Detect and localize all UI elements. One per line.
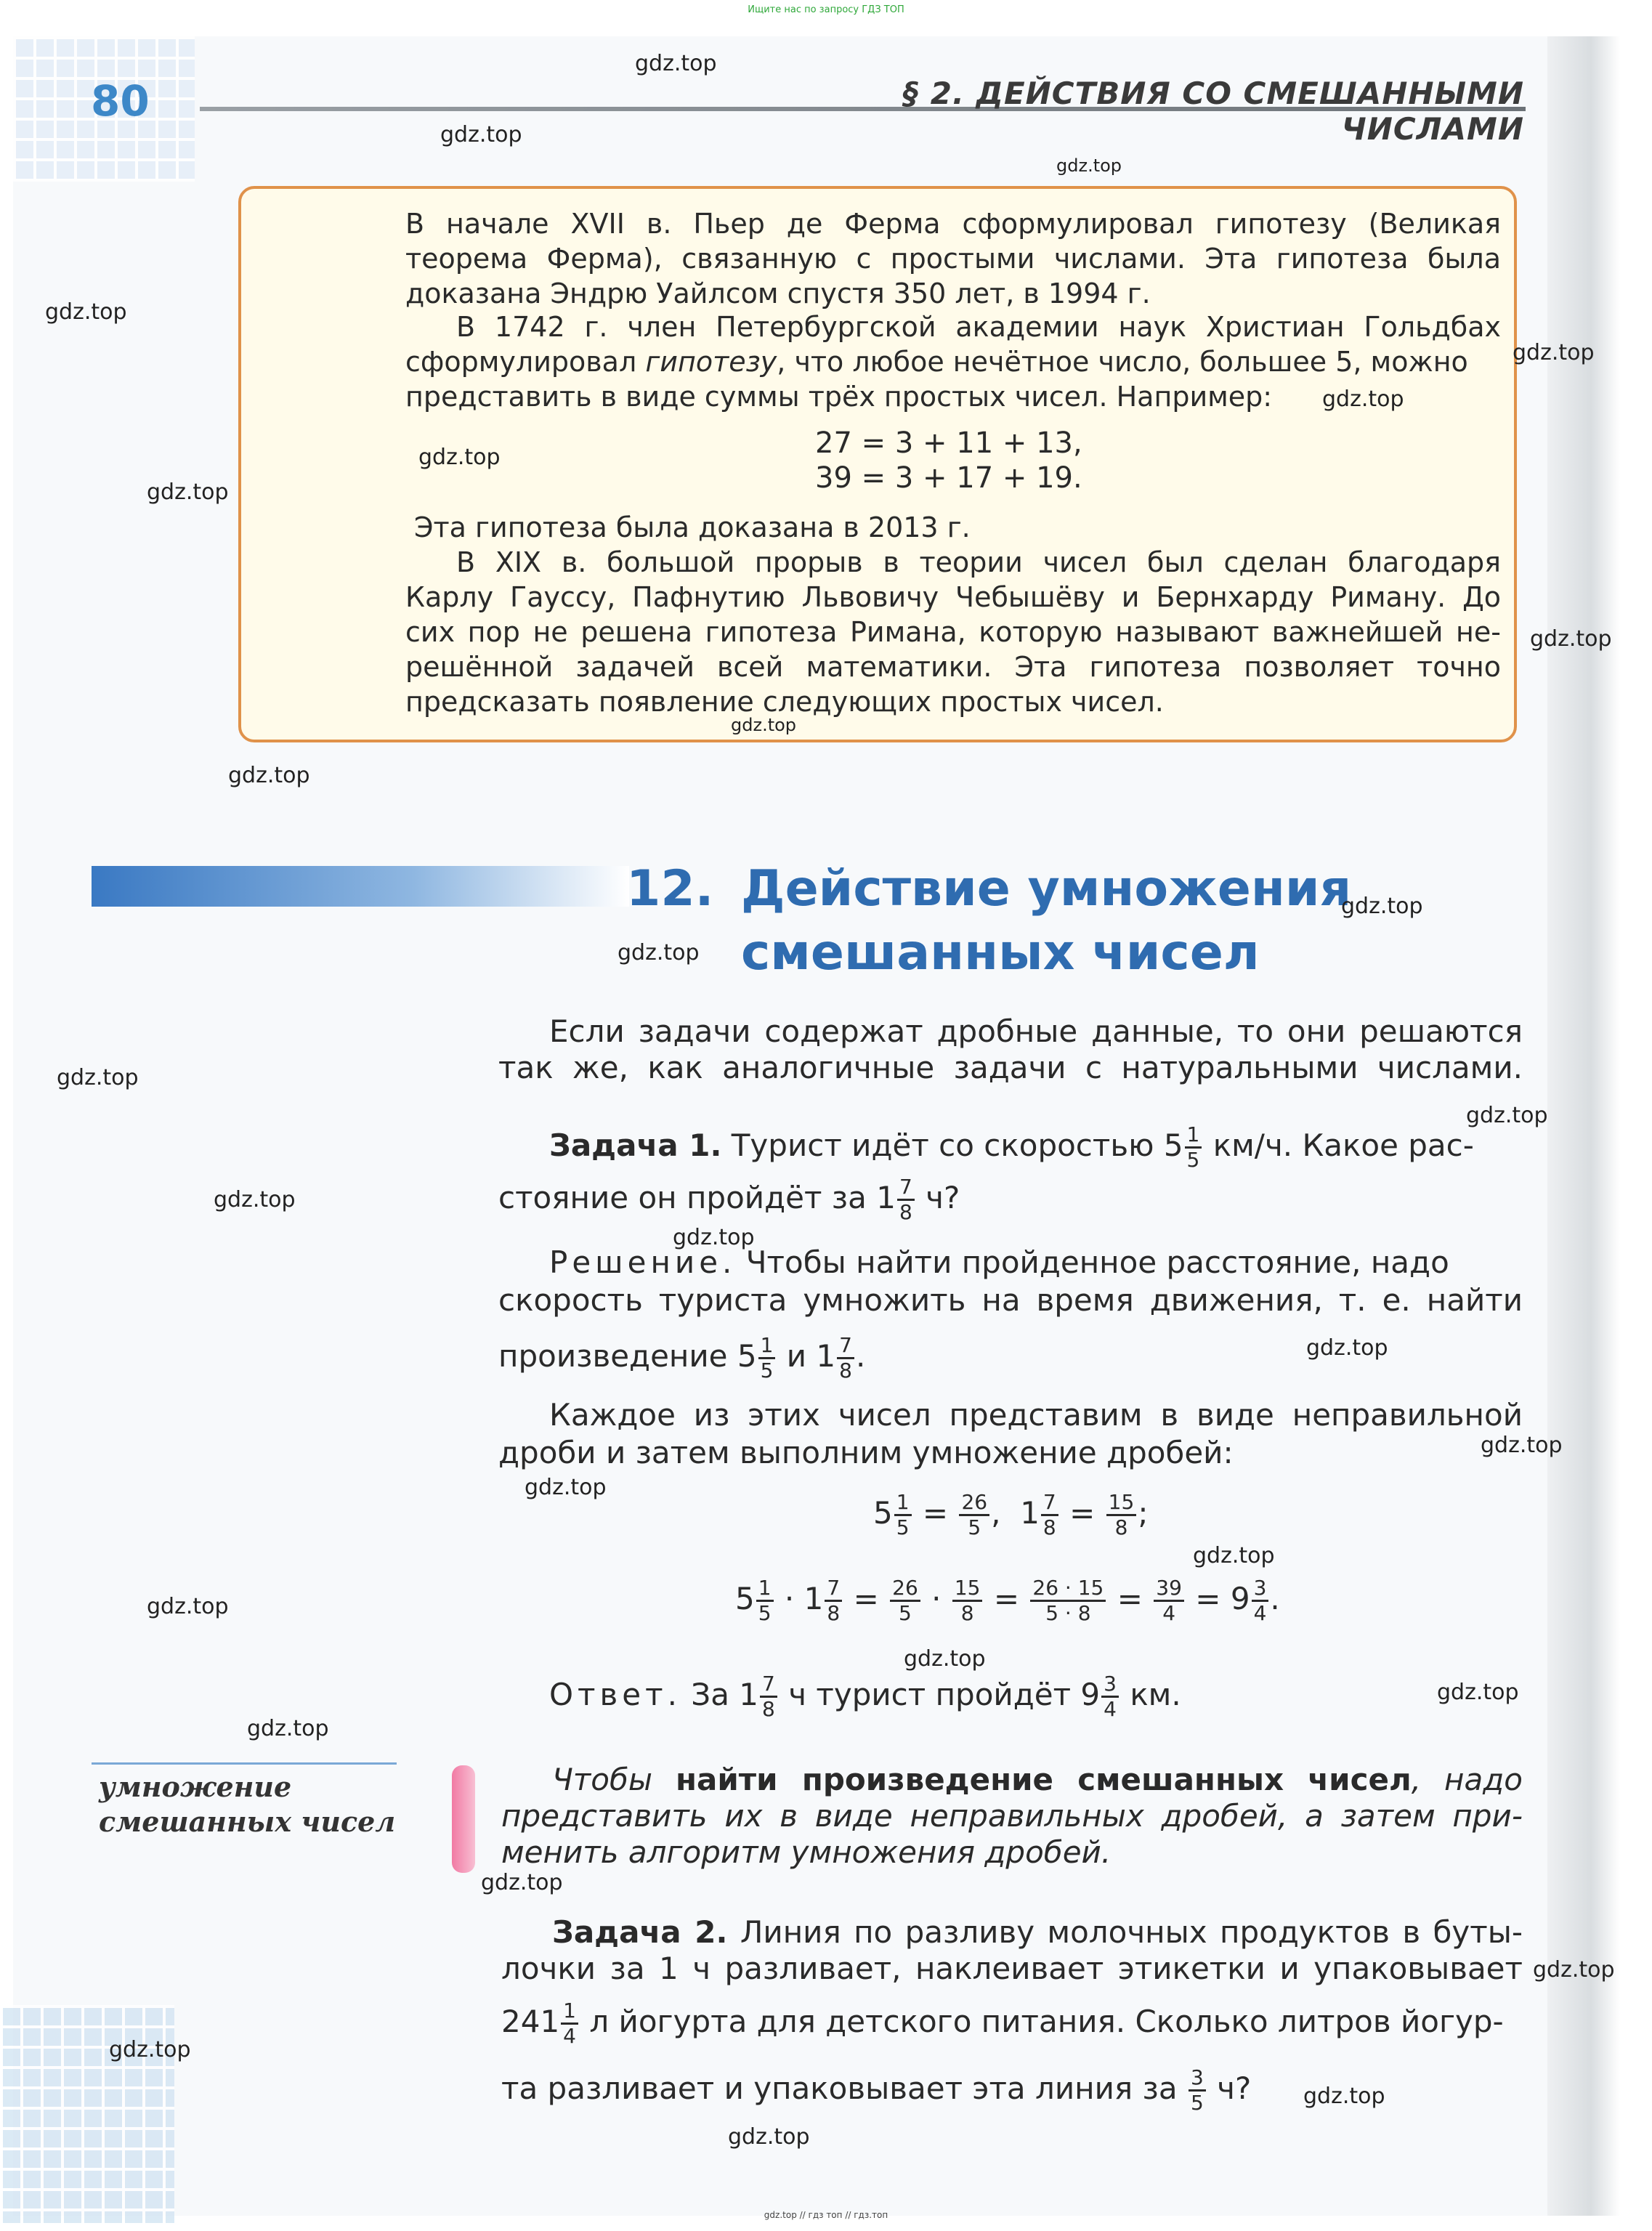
infobox-text: сформулировал <box>405 346 646 378</box>
watermark: gdz.top <box>418 445 501 470</box>
watermark: gdz.top <box>1466 1103 1548 1128</box>
equals-sign: = <box>1069 1495 1096 1531</box>
task2-text: Линия по разливу молочных продуктов в буты- <box>740 1914 1523 1950</box>
infobox-line: решённой задачей всей математики. Эта гипотеза позволяет точно <box>405 651 1501 683</box>
frac-den: 8 <box>827 1601 841 1625</box>
fraction-3-5 <box>1189 2066 1206 2115</box>
watermark: gdz.top <box>1437 1680 1519 1705</box>
infobox-line: представить в виде суммы трёх простых чисел. Например: <box>405 381 1273 413</box>
watermark: gdz.top <box>1303 2084 1385 2109</box>
whole-part: 5 <box>735 1581 755 1616</box>
fraction-1-5 <box>894 1491 912 1539</box>
frac-den: 8 <box>1114 1515 1128 1539</box>
watermark: gdz.top <box>481 1870 563 1895</box>
rule-line3: менить алгоритм умножения дробей. <box>501 1834 1112 1870</box>
whole-part: 1 <box>803 1581 824 1616</box>
equals-sign: = <box>1117 1581 1143 1616</box>
task2-line1 <box>552 1914 1523 1951</box>
fraction-7-8 <box>837 1334 854 1382</box>
watermark: gdz.top <box>1322 386 1404 412</box>
section-title-line2: смешанных чисел <box>741 924 1260 981</box>
side-term-line: смешанных чисел <box>99 1805 396 1838</box>
fraction-7-8 <box>760 1672 777 1721</box>
fraction-39-4 <box>1154 1576 1184 1625</box>
frac-den: 8 <box>960 1601 974 1625</box>
frac-num: 1 <box>894 1491 912 1516</box>
rule-line2: представить их в виде неправильных дробей, а затем при- <box>501 1798 1523 1834</box>
task1-line1 <box>549 1123 1474 1172</box>
chapter-title: § 2. ДЕЙСТВИЯ СО СМЕШАННЫМИ ЧИСЛАМИ <box>903 76 1524 147</box>
infobox-text: , что любое нечётное число, большее 5, можно <box>777 346 1468 378</box>
fraction-1-5 <box>1185 1123 1202 1172</box>
watermark: gdz.top <box>147 479 229 505</box>
watermark: gdz.top <box>57 1065 139 1090</box>
side-term-line: умножение <box>99 1770 292 1803</box>
answer-text: ч турист пройдёт 9 <box>788 1677 1101 1712</box>
solution-line3 <box>498 1334 865 1382</box>
task1-line2 <box>498 1175 960 1224</box>
watermark: gdz.top <box>440 122 522 147</box>
watermark: gdz.top <box>247 1716 329 1741</box>
task2-text: та разливает и упаковывает эта линия за <box>501 2070 1178 2106</box>
fraction-15-8 <box>952 1576 983 1625</box>
watermark: gdz.top <box>728 2124 810 2150</box>
task1-text: Турист идёт со скоростью 5 <box>731 1127 1183 1163</box>
frac-num: 7 <box>897 1175 915 1201</box>
infobox-line: В 1742 г. член Петербургской академии наук Христиан Гольдбах <box>456 311 1501 343</box>
section-number: 12. <box>626 860 714 918</box>
frac-num: 7 <box>825 1576 842 1602</box>
multiply-dot: · <box>931 1581 942 1616</box>
watermark: gdz.top <box>525 1475 607 1500</box>
watermark: gdz.top <box>731 715 797 735</box>
fraction-26-5 <box>890 1576 920 1625</box>
task2-label: Задача 2. <box>552 1914 728 1950</box>
solution-line2: скорость туриста умножить на время движения, т. е. найти <box>498 1282 1523 1318</box>
fraction-1-5 <box>758 1334 776 1382</box>
frac-den: 4 <box>563 2024 576 2048</box>
frac-num: 1 <box>756 1576 774 1602</box>
watermark: gdz.top <box>618 940 700 965</box>
infobox-line: Карлу Гауссу, Пафнутию Львовичу Чебышёву и Бернхарду Риману. До <box>405 581 1501 613</box>
watermark: gdz.top <box>1533 1957 1615 1983</box>
frac-den: 4 <box>1162 1601 1176 1625</box>
frac-den: 8 <box>762 1697 775 1721</box>
task2-line3 <box>501 1999 1504 2048</box>
frac-num: 26 <box>959 1491 989 1516</box>
comma: , <box>991 1495 1001 1531</box>
frac-den: 4 <box>1104 1697 1117 1721</box>
watermark: gdz.top <box>673 1225 755 1250</box>
answer-line <box>549 1672 1181 1721</box>
equals-sign: = <box>993 1581 1020 1616</box>
rule-line1 <box>552 1761 1523 1799</box>
whole-part: 9 <box>1230 1581 1250 1616</box>
task1-label: Задача 1. <box>549 1127 722 1163</box>
frac-den: 8 <box>899 1200 912 1224</box>
fraction-3-4 <box>1101 1672 1119 1721</box>
side-term-rule <box>92 1762 397 1765</box>
answer-text: За 1 <box>691 1677 759 1712</box>
bottom-site-link[interactable]: gdz.top // гдз топ // гдз.топ <box>764 2210 888 2220</box>
infobox-line: предсказать появление следующих простых чисел. <box>405 686 1164 718</box>
frac-den: 4 <box>1253 1601 1267 1625</box>
fraction-1-5 <box>756 1576 774 1625</box>
task2-text: л йогурта для детского питания. Сколько литров йогур- <box>589 2004 1504 2039</box>
equals-sign: = <box>853 1581 879 1616</box>
multiplication-equation <box>735 1576 1280 1625</box>
task2-text: ч? <box>1217 2070 1252 2106</box>
frac-num: 1 <box>1185 1123 1202 1149</box>
equals-sign: = <box>1195 1581 1221 1616</box>
infobox-line: теорема Ферма), связанную с простыми числами. Эта гипотеза была <box>405 243 1501 275</box>
solution-text: и 1 <box>786 1338 836 1374</box>
infobox-line: В начале XVII в. Пьер де Ферма сформулировал гипотезу (Великая <box>405 208 1501 240</box>
frac-num: 7 <box>760 1672 777 1698</box>
rule-text: , надо <box>1411 1762 1523 1797</box>
frac-num: 15 <box>1106 1491 1137 1516</box>
semicolon: ; <box>1138 1495 1149 1531</box>
frac-num: 3 <box>1189 2066 1206 2092</box>
fraction-7-8 <box>825 1576 842 1625</box>
watermark: gdz.top <box>1530 626 1612 652</box>
fraction-7-8 <box>1041 1491 1058 1539</box>
frac-den: 5 <box>899 1601 912 1625</box>
solution-line5: дроби и затем выполним умножение дробей: <box>498 1435 1234 1470</box>
answer-text: км. <box>1130 1677 1181 1712</box>
frac-den: 5 <box>1190 2091 1204 2115</box>
infobox-line <box>405 344 1501 379</box>
solution-text: . <box>855 1338 866 1374</box>
task1-text: км/ч. Какое рас- <box>1212 1127 1474 1163</box>
watermark: gdz.top <box>214 1187 296 1212</box>
frac-num: 15 <box>952 1576 983 1602</box>
goldbach-example-2: 39 = 3 + 17 + 19. <box>815 461 1082 495</box>
period: . <box>1270 1581 1280 1616</box>
frac-num: 26 · 15 <box>1030 1576 1106 1602</box>
conversion-equation <box>873 1491 1148 1539</box>
frac-den: 5 <box>758 1601 772 1625</box>
frac-den: 5 <box>1186 1148 1200 1172</box>
frac-num: 3 <box>1101 1672 1119 1698</box>
task1-text: ч? <box>926 1180 960 1215</box>
task2-line4 <box>501 2066 1251 2115</box>
rule-bold-term: найти произведение смешанных чисел <box>676 1762 1412 1797</box>
watermark: gdz.top <box>147 1594 229 1619</box>
frac-den: 5 · 8 <box>1045 1601 1091 1625</box>
watermark: gdz.top <box>1306 1335 1388 1361</box>
infobox-line: доказана Эндрю Уайлсом спустя 350 лет, в 1994 г. <box>405 278 1151 309</box>
top-search-link[interactable]: Ищите нас по запросу ГДЗ ТОП <box>748 4 904 15</box>
frac-den: 8 <box>839 1359 852 1382</box>
fraction-product <box>1030 1576 1106 1625</box>
rule-marker <box>452 1765 475 1873</box>
watermark: gdz.top <box>1056 155 1122 176</box>
rule-text: Чтобы <box>552 1762 676 1797</box>
frac-den: 5 <box>968 1515 981 1539</box>
frac-num: 1 <box>561 1999 578 2025</box>
watermark: gdz.top <box>109 2037 191 2062</box>
watermark: gdz.top <box>45 299 127 325</box>
solution-text: произведение 5 <box>498 1338 757 1374</box>
frac-num: 7 <box>1041 1491 1058 1516</box>
watermark: gdz.top <box>1341 894 1423 919</box>
page-number: 80 <box>91 76 150 126</box>
fraction-7-8 <box>897 1175 915 1224</box>
section-heading-bar <box>92 866 629 907</box>
multiply-dot: · <box>784 1581 795 1616</box>
infobox-line: В XIX в. большой прорыв в теории чисел был сделан благодаря <box>456 546 1501 578</box>
solution-line4: Каждое из этих чисел представим в виде неправильной <box>549 1397 1523 1433</box>
frac-num: 1 <box>758 1334 776 1359</box>
infobox-italic-term: гипотезу <box>645 346 777 378</box>
fraction-1-4 <box>561 1999 578 2048</box>
goldbach-example-1: 27 = 3 + 11 + 13, <box>815 426 1082 460</box>
frac-num: 26 <box>890 1576 920 1602</box>
task2-line2: лочки за 1 ч разливает, наклеивает этикетки и упаковывает <box>501 1951 1523 1986</box>
section-title-line1: Действие умножения <box>741 860 1352 918</box>
frac-den: 8 <box>1042 1515 1056 1539</box>
equals-sign: = <box>922 1495 949 1531</box>
watermark: gdz.top <box>904 1646 986 1672</box>
fraction-26-5 <box>959 1491 989 1539</box>
frac-num: 7 <box>837 1334 854 1359</box>
frac-den: 5 <box>896 1515 910 1539</box>
watermark: gdz.top <box>1481 1433 1563 1458</box>
whole-part: 1 <box>1020 1495 1040 1531</box>
frac-num: 3 <box>1252 1576 1269 1602</box>
infobox-line: Эта гипотеза была доказана в 2013 г. <box>414 511 971 543</box>
fraction-3-4 <box>1252 1576 1269 1625</box>
infobox-line: сих пор не решена гипотеза Римана, которую называют важнейшей не- <box>405 616 1501 648</box>
task1-text: стояние он пройдёт за 1 <box>498 1180 896 1215</box>
intro-line: Если задачи содержат дробные данные, то они решаются <box>549 1013 1523 1049</box>
watermark: gdz.top <box>228 763 310 788</box>
fraction-15-8 <box>1106 1491 1137 1539</box>
frac-num: 39 <box>1154 1576 1184 1602</box>
answer-label: Ответ. <box>549 1677 681 1712</box>
whole-part: 5 <box>873 1495 893 1531</box>
task2-text: 241 <box>501 2004 560 2039</box>
watermark: gdz.top <box>635 51 717 76</box>
watermark: gdz.top <box>1513 340 1595 365</box>
frac-den: 5 <box>760 1359 774 1382</box>
side-term <box>99 1770 395 1839</box>
solution-label: Решение. <box>549 1244 737 1280</box>
solution-text: Чтобы найти пройденное расстояние, надо <box>745 1244 1449 1280</box>
watermark: gdz.top <box>1193 1543 1275 1568</box>
intro-line: так же, как аналогичные задачи с натуральными числами. <box>498 1050 1523 1085</box>
